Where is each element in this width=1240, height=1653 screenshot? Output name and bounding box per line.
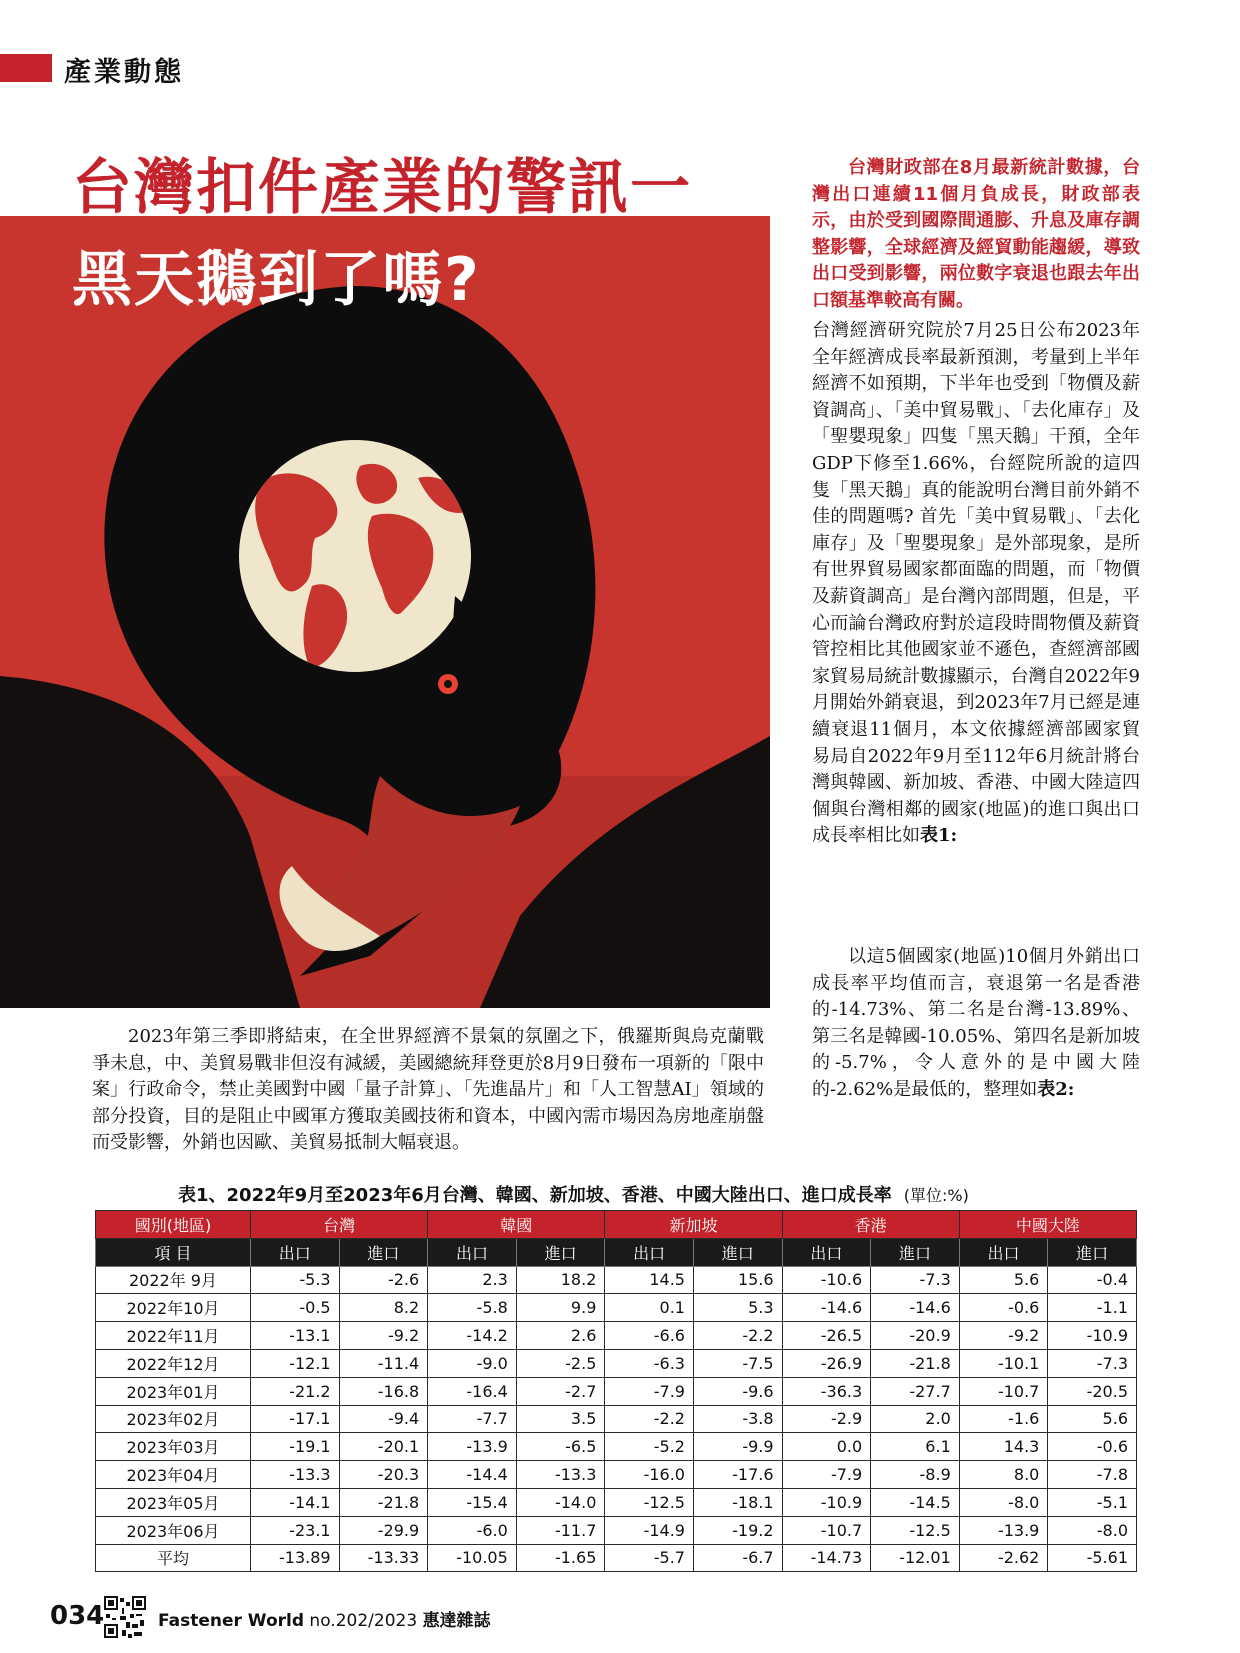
region-header: 國別(地區) <box>96 1211 251 1239</box>
row-label: 2023年04月 <box>96 1461 251 1489</box>
table-cell: -0.5 <box>251 1294 340 1322</box>
export-header: 出口 <box>605 1238 694 1266</box>
table-cell: -13.3 <box>516 1461 605 1489</box>
table-cell: -27.7 <box>871 1377 960 1405</box>
table-cell: -7.8 <box>1048 1461 1137 1489</box>
table-cell: -2.7 <box>516 1377 605 1405</box>
row-label: 2023年06月 <box>96 1516 251 1544</box>
table-cell: -13.89 <box>251 1544 340 1572</box>
table-cell: -10.7 <box>959 1377 1048 1405</box>
table-cell: -20.1 <box>339 1433 428 1461</box>
table-cell: -19.2 <box>693 1516 782 1544</box>
table-cell: -13.9 <box>959 1516 1048 1544</box>
publisher-name: 惠達雜誌 <box>422 1611 491 1631</box>
table-cell: -14.6 <box>782 1294 871 1322</box>
table-cell: -20.5 <box>1048 1377 1137 1405</box>
black-swan-illustration <box>0 216 770 1008</box>
table-cell: -2.62 <box>959 1544 1048 1572</box>
table-cell: -10.7 <box>782 1516 871 1544</box>
table-cell: -8.9 <box>871 1461 960 1489</box>
table-cell: -18.1 <box>693 1488 782 1516</box>
table-cell: -14.6 <box>871 1294 960 1322</box>
table-row <box>96 1433 1137 1461</box>
table-cell: -2.6 <box>339 1266 428 1294</box>
export-header: 出口 <box>428 1238 517 1266</box>
body-paragraph-left: 2023年第三季即將結束，在全世界經濟不景氣的氛圍之下，俄羅斯與烏克蘭戰爭未息，中、美貿易戰非但沒有減緩，美國總統拜登更於8月9日發布一項新的「限中案」行政命令，禁止美國對中國「量子計算」、「先進晶片」和「人工智慧AI」領域的部分投資，目的是阻止中國軍方獲取美國技術和資本，中國內需市場因為房地產崩盤而受影響，外銷也因歐、美貿易抵制大幅衰退。 <box>92 1026 764 1154</box>
table-cell: -0.6 <box>1048 1433 1137 1461</box>
table-cell: -14.9 <box>605 1516 694 1544</box>
table-cell: -1.6 <box>959 1405 1048 1433</box>
table-cell: -14.2 <box>428 1322 517 1350</box>
table-cell: -5.2 <box>605 1433 694 1461</box>
table-cell: -1.1 <box>1048 1294 1137 1322</box>
table-cell: -21.8 <box>871 1349 960 1377</box>
import-header: 進口 <box>871 1238 960 1266</box>
import-header: 進口 <box>339 1238 428 1266</box>
headline-line-1: 台灣扣件產業的警訊一 <box>72 153 692 223</box>
table-cell: 0.0 <box>782 1433 871 1461</box>
table-cell: -0.4 <box>1048 1266 1137 1294</box>
table-cell: -12.5 <box>871 1516 960 1544</box>
table-cell: -9.2 <box>959 1322 1048 1350</box>
row-label: 2023年03月 <box>96 1433 251 1461</box>
table-cell: -10.05 <box>428 1544 517 1572</box>
table-cell: -16.0 <box>605 1461 694 1489</box>
table-cell: 8.0 <box>959 1461 1048 1489</box>
magazine-footer <box>158 1606 491 1631</box>
import-header: 進口 <box>516 1238 605 1266</box>
table-cell: -14.1 <box>251 1488 340 1516</box>
table-cell: -10.9 <box>1048 1322 1137 1350</box>
table-row <box>96 1405 1137 1433</box>
table-cell: -12.5 <box>605 1488 694 1516</box>
import-header: 進口 <box>1048 1238 1137 1266</box>
table-cell: -23.1 <box>251 1516 340 1544</box>
import-header: 進口 <box>693 1238 782 1266</box>
table-cell: -8.0 <box>959 1488 1048 1516</box>
table-cell: 0.1 <box>605 1294 694 1322</box>
table-cell: 15.6 <box>693 1266 782 1294</box>
table-header-items <box>96 1238 1137 1266</box>
table-cell: -21.8 <box>339 1488 428 1516</box>
table-cell: -5.8 <box>428 1294 517 1322</box>
table-cell: 14.5 <box>605 1266 694 1294</box>
body-paragraph-right-2 <box>812 944 1140 1104</box>
table-cell: -11.4 <box>339 1349 428 1377</box>
row-label: 2023年01月 <box>96 1377 251 1405</box>
row-label: 2022年11月 <box>96 1322 251 1350</box>
table-cell: -5.1 <box>1048 1488 1137 1516</box>
table-row <box>96 1294 1137 1322</box>
table-cell: -6.6 <box>605 1322 694 1350</box>
table-cell: -36.3 <box>782 1377 871 1405</box>
table-cell: 5.6 <box>1048 1405 1137 1433</box>
table-cell: -26.5 <box>782 1322 871 1350</box>
table-cell: -17.1 <box>251 1405 340 1433</box>
globe-icon <box>239 440 471 672</box>
table-row <box>96 1461 1137 1489</box>
table-unit: (單位:%) <box>903 1186 969 1205</box>
issue-number: no.202/2023 <box>309 1611 418 1631</box>
table-cell: -6.3 <box>605 1349 694 1377</box>
table-caption <box>178 1181 969 1207</box>
export-header: 出口 <box>782 1238 871 1266</box>
region-singapore: 新加坡 <box>605 1211 782 1239</box>
table-cell: -3.8 <box>693 1405 782 1433</box>
table-cell: 3.5 <box>516 1405 605 1433</box>
table-cell: -2.9 <box>782 1405 871 1433</box>
table-cell: -14.5 <box>871 1488 960 1516</box>
table-cell: -10.6 <box>782 1266 871 1294</box>
table-cell: 2.6 <box>516 1322 605 1350</box>
section-marker <box>0 54 52 82</box>
growth-rate-table <box>95 1210 1137 1572</box>
region-china: 中國大陸 <box>959 1211 1136 1239</box>
table-cell: -9.2 <box>339 1322 428 1350</box>
table-cell: -20.9 <box>871 1322 960 1350</box>
table-cell: -14.73 <box>782 1544 871 1572</box>
table-cell: -11.7 <box>516 1516 605 1544</box>
row-label: 2023年05月 <box>96 1488 251 1516</box>
table-cell: 2.3 <box>428 1266 517 1294</box>
headline-line-2: 黑天鵝到了嗎? <box>72 245 481 315</box>
table-row <box>96 1266 1137 1294</box>
table-cell: -13.9 <box>428 1433 517 1461</box>
item-header: 項 目 <box>96 1238 251 1266</box>
table-cell: -2.2 <box>693 1322 782 1350</box>
table-cell: -8.0 <box>1048 1516 1137 1544</box>
table-cell: -13.1 <box>251 1322 340 1350</box>
table-row <box>96 1349 1137 1377</box>
table-cell: -9.6 <box>693 1377 782 1405</box>
region-hongkong: 香港 <box>782 1211 959 1239</box>
table-cell: -10.9 <box>782 1488 871 1516</box>
table-row <box>96 1544 1137 1572</box>
table-title: 表1、2022年9月至2023年6月台灣、韓國、新加坡、香港、中國大陸出口、進口成長率 <box>178 1185 892 1206</box>
table-cell: -5.7 <box>605 1544 694 1572</box>
table-cell: 18.2 <box>516 1266 605 1294</box>
table-cell: -7.5 <box>693 1349 782 1377</box>
table-cell: -6.7 <box>693 1544 782 1572</box>
table-cell: -10.1 <box>959 1349 1048 1377</box>
table-cell: 8.2 <box>339 1294 428 1322</box>
table-cell: -9.0 <box>428 1349 517 1377</box>
table-cell: -7.7 <box>428 1405 517 1433</box>
row-label: 2022年12月 <box>96 1349 251 1377</box>
table-cell: -9.4 <box>339 1405 428 1433</box>
table-cell: -20.3 <box>339 1461 428 1489</box>
table-row <box>96 1377 1137 1405</box>
body-text: 台灣經濟研究院於7月25日公布2023年全年經濟成長率最新預測，考量到上半年經濟不如預期，下半年也受到「物價及薪資調高」、「美中貿易戰」、「去化庫存」及「聖嬰現象」四隻「黑天鵝」干預，全年GDP下修至1.66%，台經院所說的這四隻「黑天鵝」真的能說明台灣目前外銷不佳的問題嗎? 首先「美中貿易戰」、「去化庫存」及「聖嬰現象」是外部現象，是所有世界貿易國家都面臨的問題，而「物價及薪資調高」是台灣內部問題，但是，平心而論台灣政府對於這段時間物價及薪資管控相比其他國家並不遜色，查經濟部國家貿易局統計數據顯示，台灣自2022年9月開始外銷衰退，到2023年7月已經是連續衰退11個月，本文依據經濟部國家貿易局自2022年9月至112年6月統計將台灣與韓國、新加坡、香港、中國大陸這四個與台灣相鄰的國家(地區)的進口與出口成長率相比如 <box>812 320 1140 847</box>
lede-paragraph: 台灣財政部在8月最新統計數據，台灣出口連續11個月負成長，財政部表示，由於受到國際間通膨、升息及庫存調整影響，全球經濟及經貿動能趨緩，導致出口受到影響，兩位數字衰退也跟去年出口額基準較高有關。 <box>812 157 1140 311</box>
table-cell: -7.3 <box>871 1266 960 1294</box>
table-cell: -0.6 <box>959 1294 1048 1322</box>
table-1-reference: 表1: <box>920 825 958 847</box>
region-taiwan: 台灣 <box>251 1211 428 1239</box>
table-cell: -17.6 <box>693 1461 782 1489</box>
table-cell: 9.9 <box>516 1294 605 1322</box>
table-2-reference: 表2: <box>1037 1078 1075 1100</box>
table-cell: -7.3 <box>1048 1349 1137 1377</box>
row-label: 2023年02月 <box>96 1405 251 1433</box>
table-cell: -29.9 <box>339 1516 428 1544</box>
table-cell: -14.4 <box>428 1461 517 1489</box>
row-label: 2022年10月 <box>96 1294 251 1322</box>
region-korea: 韓國 <box>428 1211 605 1239</box>
table-cell: -6.0 <box>428 1516 517 1544</box>
table-cell: -12.01 <box>871 1544 960 1572</box>
table-cell: -7.9 <box>605 1377 694 1405</box>
magazine-name: Fastener World <box>158 1611 305 1631</box>
table-cell: -15.4 <box>428 1488 517 1516</box>
table-cell: -26.9 <box>782 1349 871 1377</box>
table-cell: -5.3 <box>251 1266 340 1294</box>
table-cell: 5.3 <box>693 1294 782 1322</box>
table-cell: -6.5 <box>516 1433 605 1461</box>
table-cell: -16.8 <box>339 1377 428 1405</box>
table-cell: -5.61 <box>1048 1544 1137 1572</box>
body-paragraph-right-1 <box>812 318 1140 850</box>
table-cell: -7.9 <box>782 1461 871 1489</box>
table-cell: -2.2 <box>605 1405 694 1433</box>
table-cell: -13.3 <box>251 1461 340 1489</box>
export-header: 出口 <box>959 1238 1048 1266</box>
table-cell: -14.0 <box>516 1488 605 1516</box>
body-text: 以這5個國家(地區)10個月外銷出口成長率平均值而言，衰退第一名是香港的-14.73%、第二名是台灣-13.89%、第三名是韓國-10.05%、第四名是新加坡的-5.7%，令人意外的是中國大陸的-2.62%是最低的，整理如 <box>812 946 1140 1100</box>
section-label: 產業動態 <box>64 57 184 88</box>
table-row <box>96 1516 1137 1544</box>
row-label: 平均 <box>96 1544 251 1572</box>
table-cell: 5.6 <box>959 1266 1048 1294</box>
table-cell: 14.3 <box>959 1433 1048 1461</box>
table-row <box>96 1322 1137 1350</box>
table-cell: 6.1 <box>871 1433 960 1461</box>
table-cell: -13.33 <box>339 1544 428 1572</box>
table-cell: -1.65 <box>516 1544 605 1572</box>
table-row <box>96 1488 1137 1516</box>
table-header-regions <box>96 1211 1137 1239</box>
table-cell: -16.4 <box>428 1377 517 1405</box>
export-header: 出口 <box>251 1238 340 1266</box>
table-cell: -2.5 <box>516 1349 605 1377</box>
table-cell: -9.9 <box>693 1433 782 1461</box>
table-cell: 2.0 <box>871 1405 960 1433</box>
table-cell: -19.1 <box>251 1433 340 1461</box>
row-label: 2022年 9月 <box>96 1266 251 1294</box>
table-cell: -12.1 <box>251 1349 340 1377</box>
table-cell: -21.2 <box>251 1377 340 1405</box>
page-number: 034 <box>50 1601 105 1631</box>
qr-code-icon <box>104 1596 146 1638</box>
